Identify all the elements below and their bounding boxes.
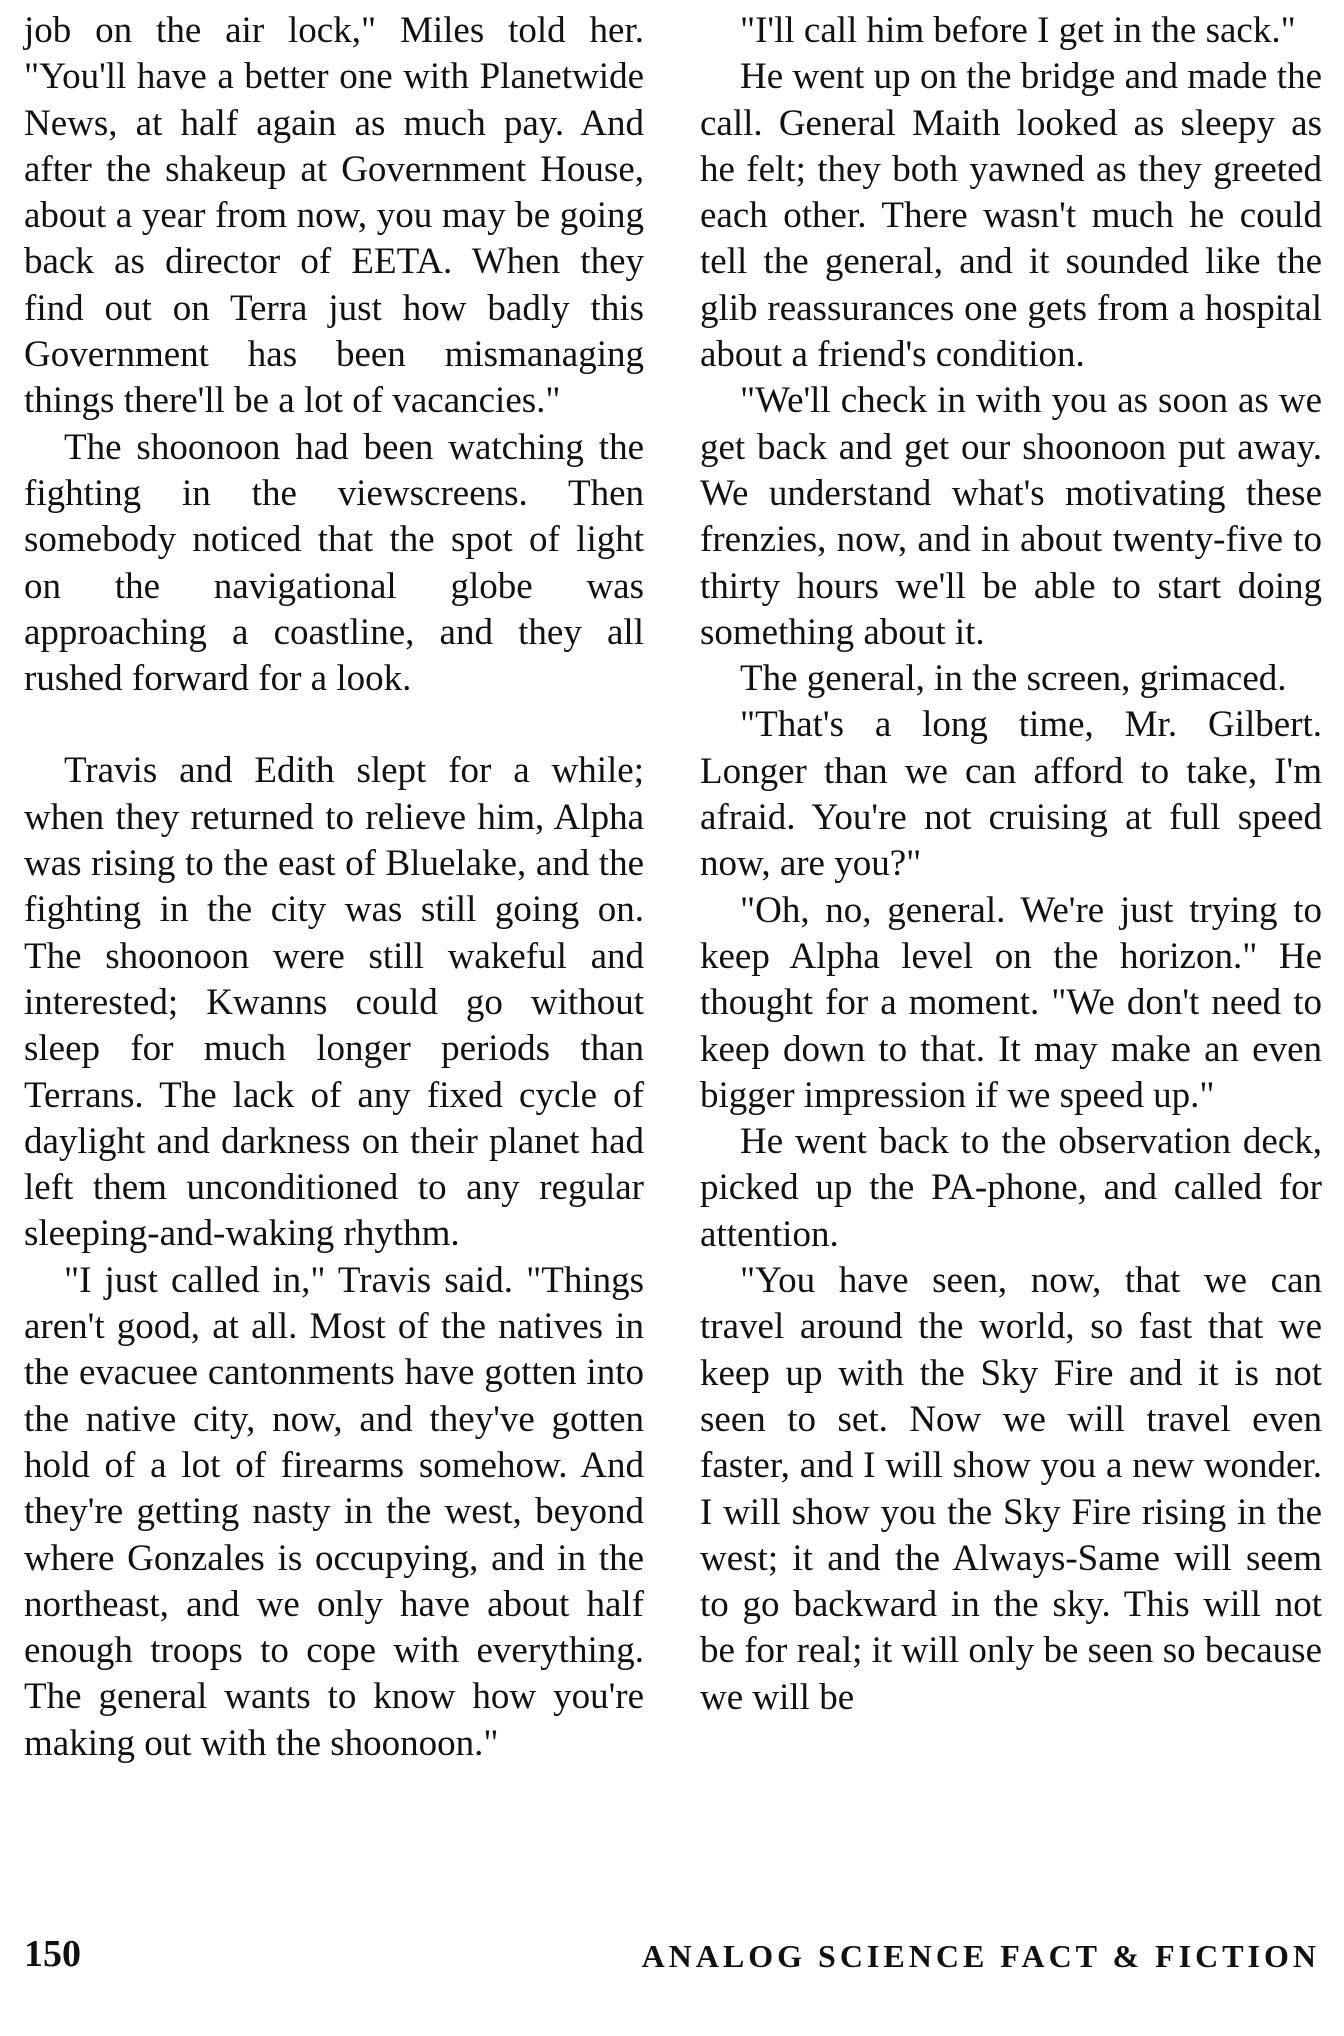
paragraph: "Oh, no, general. We're just trying to keep Alpha level on the horizon." He thought for a moment. "We don't need to keep down to that. It may make an even bigger impression if we speed up." — [700, 889, 1322, 1116]
right-text-column — [700, 8, 1322, 1721]
paragraph: "That's a long time, Mr. Gilbert. Longer than we can afford to take, I'm afraid. You're not cruising at full speed now, are you?" — [700, 704, 1322, 885]
running-head: ANALOG SCIENCE FACT & FICTION — [641, 1938, 1320, 1974]
paragraph: He went up on the bridge and made the call. General Maith looked as sleepy as he felt; they both yawned as they greeted each other. There wasn't much he could tell the general, and it sounded like the glib reassurances one gets from a hospital about a friend's condition. — [700, 56, 1322, 376]
paragraph: "I just called in," Travis said. "Things aren't good, at all. Most of the natives in the evacuee cantonments have gotten into the native city, now, and they've gotten hold of a lot of firearms somehow. And they're getting nasty in the west, beyond where Gonzales is occupying, and in the northeast, and we only have about half enough troops to cope with everything. The general wants to know how you're making out with the shoonoon." — [24, 1259, 644, 1764]
paragraph: "I'll call him before I get in the sack." — [740, 10, 1296, 51]
page-number: 150 — [24, 1933, 81, 1975]
paragraph: The shoonoon had been watching the fighting in the viewscreens. Then somebody noticed that the spot of light on the navigational globe was approaching a coastline, and they all rushed forward for a look. — [24, 426, 644, 700]
paragraph: job on the air lock," Miles told her. "You'll have a better one with Planetwide News, at half again as much pay. And after the shakeup at Government House, about a year from now, you may be going back as director of EETA. When they find out on Terra just how badly this Government has been mismanaging things there'll be a lot of vacancies." — [24, 10, 644, 422]
paragraph: He went back to the observation deck, picked up the PA-phone, and called for attention. — [700, 1121, 1322, 1255]
paragraph: Travis and Edith slept for a while; when they returned to relieve him, Alpha was rising to the east of Bluelake, and the fighting in the city was still going on. The shoonoon were still wakeful and interested; Kwanns could go without sleep for much longer periods than Terrans. The lack of any fixed cycle of daylight and darkness on their planet had left them unconditioned to any regular sleeping-and-waking rhythm. — [24, 750, 644, 1255]
paragraph: "We'll check in with you as soon as we get back and get our shoonoon put away. We understand what's motivating these frenzies, now, and in about twenty-five to thirty hours we'll be able to start doing something about it. — [700, 380, 1322, 653]
paragraph: The general, in the screen, grimaced. — [740, 658, 1287, 700]
paragraph: "You have seen, now, that we can travel around the world, so fast that we keep up with the Sky Fire and it is not seen to set. Now we will travel even faster, and I will show you a new wonder. I will show you the Sky Fire rising in the west; it and the Always-Same will seem to go backward in the sky. This will not be for real; it will only be seen so because we will be — [700, 1260, 1322, 1718]
left-text-column — [24, 8, 644, 1767]
